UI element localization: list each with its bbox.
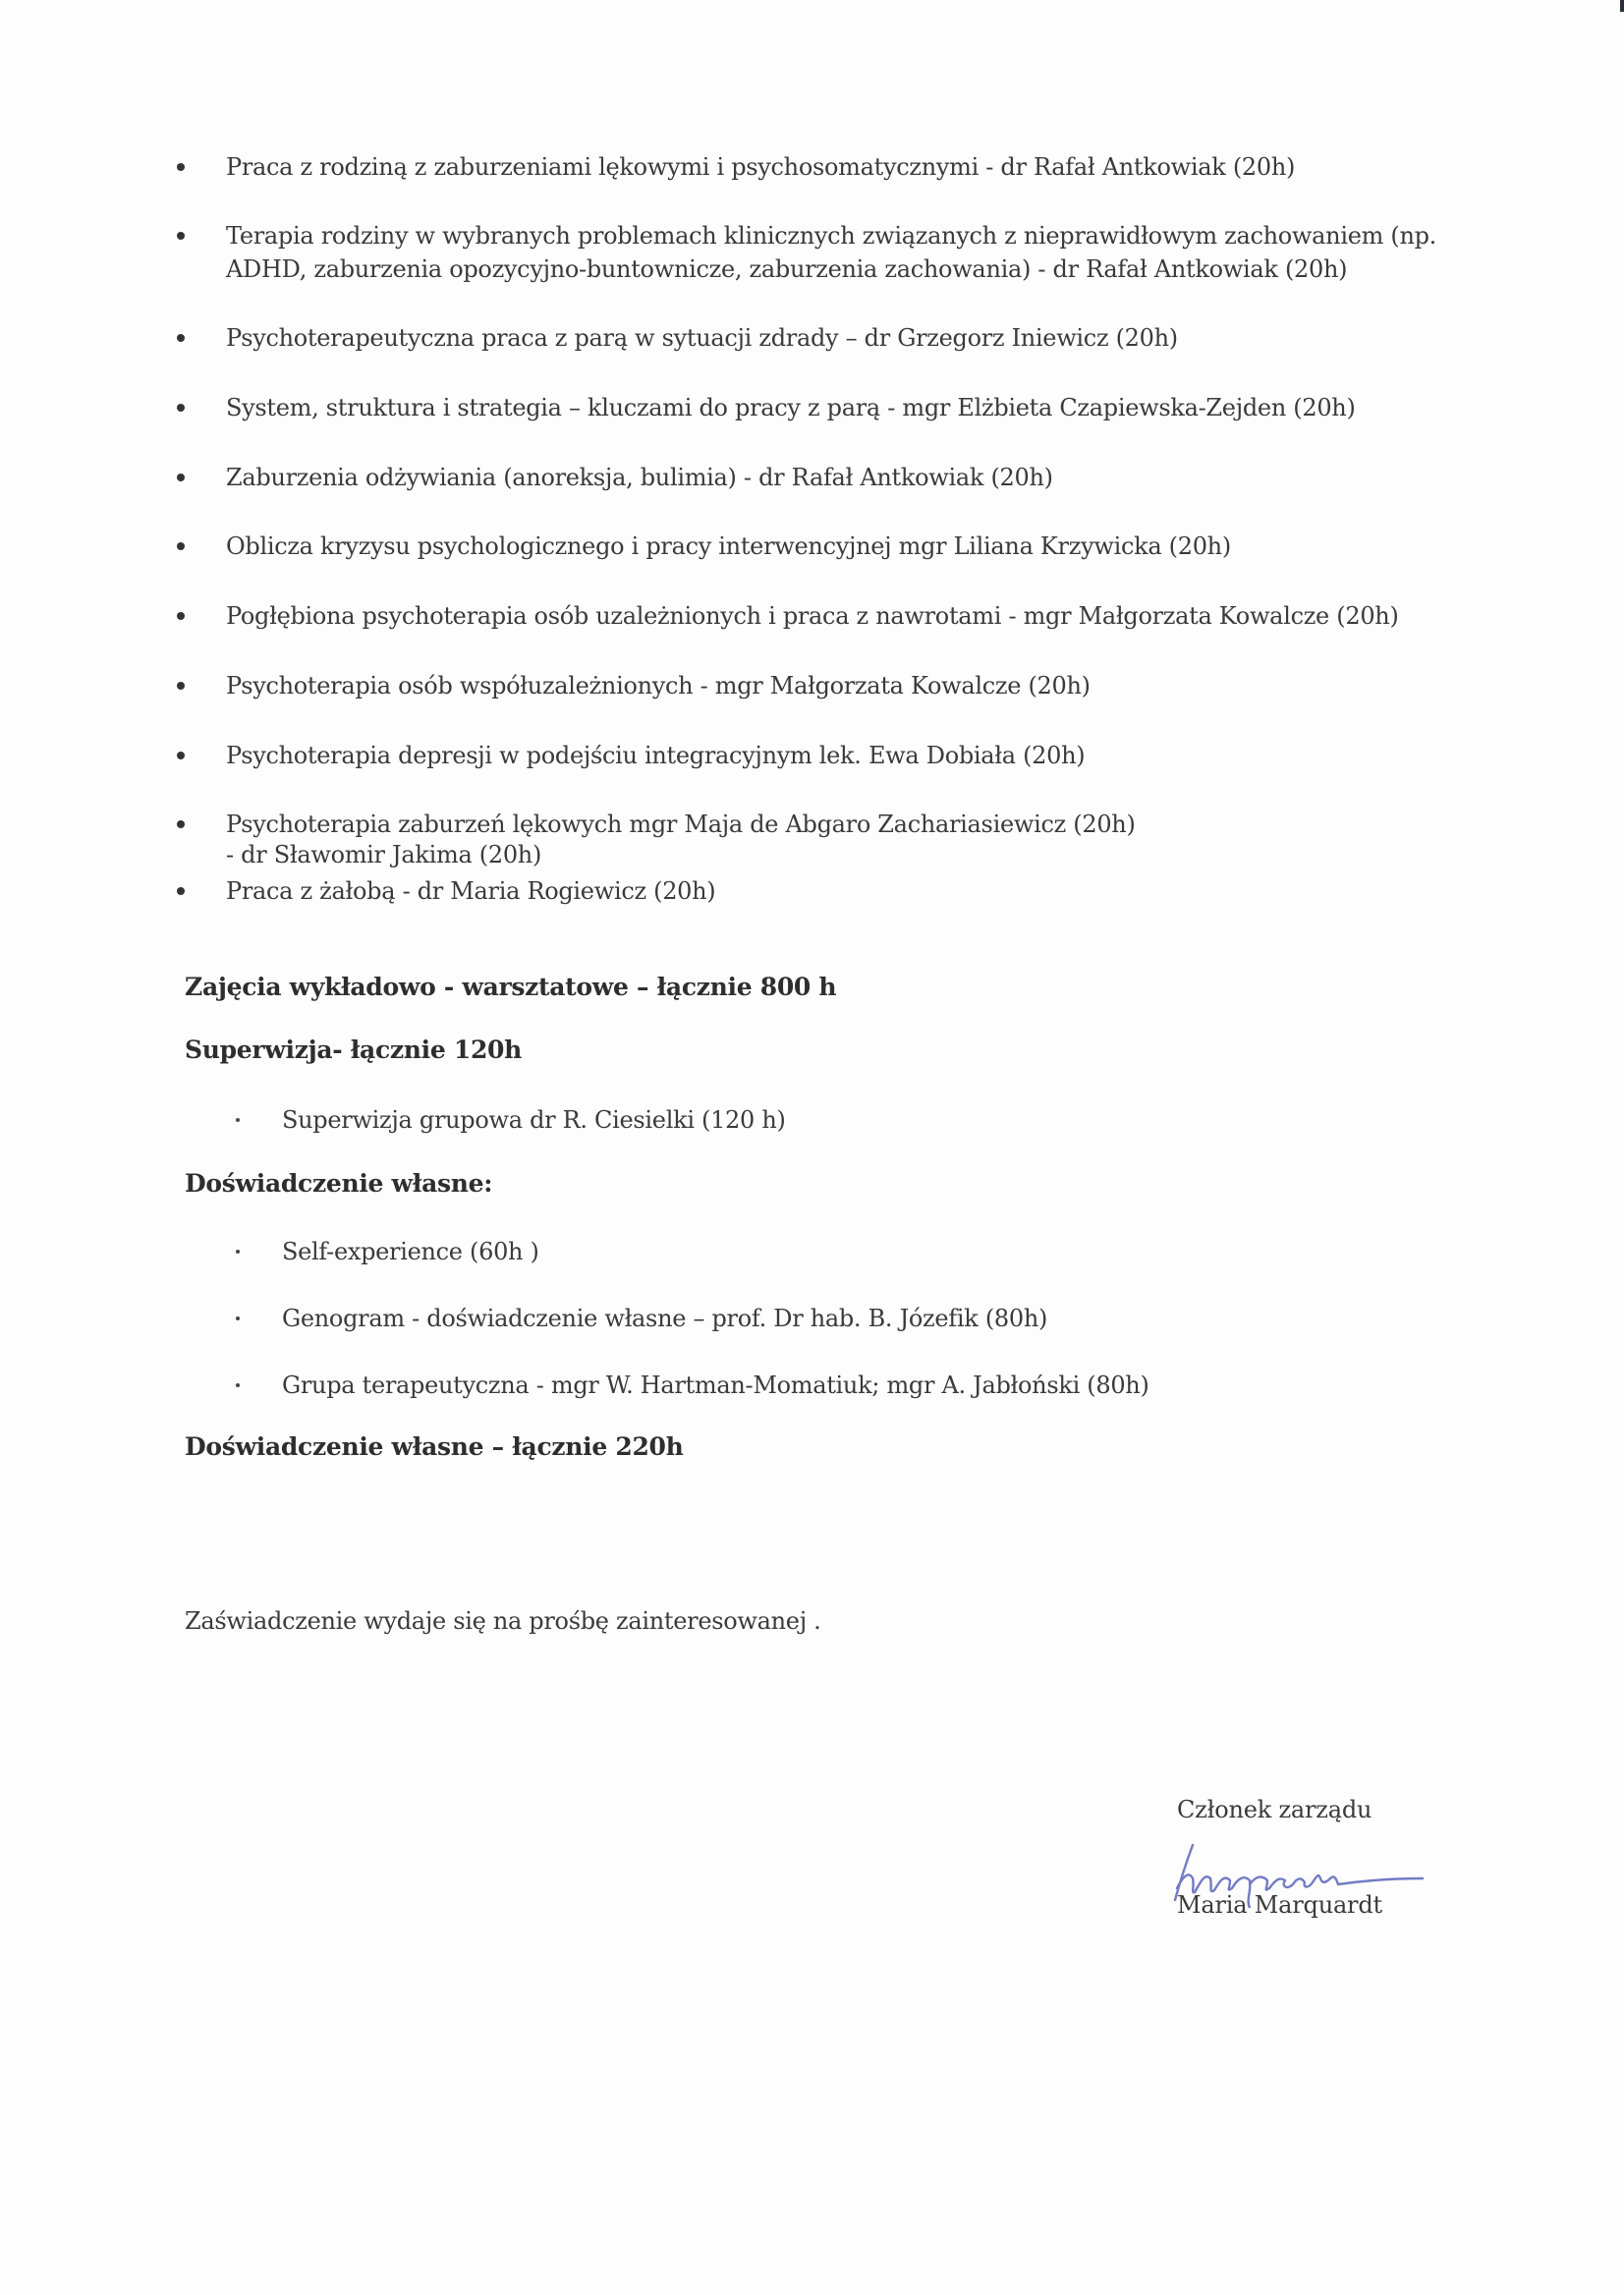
supervision-heading: Superwizja- łącznie 120h [185, 1036, 523, 1064]
course-item: Psychoterapia zaburzeń lękowych mgr Maja de Abgaro Zachariasiewicz (20h) [226, 811, 1136, 838]
signatory-role: Członek zarządu [1177, 1796, 1372, 1823]
course-item: Pogłębiona psychoterapia osób uzależnionych i praca z nawrotami - mgr Małgorzata Kowalcze (20h) [226, 602, 1399, 630]
bullet-icon [177, 404, 185, 412]
bullet-icon [177, 542, 185, 550]
bullet-icon [236, 1316, 240, 1320]
course-item: Praca z rodziną z zaburzeniami lękowymi i psychosomatycznymi - dr Rafał Antkowiak (20h) [226, 153, 1296, 181]
course-item: Terapia rodziny w wybranych problemach klinicznych związanych z nieprawidłowym zachowaniem (np. [226, 222, 1437, 250]
bullet-icon [177, 682, 185, 690]
self-experience-item: Genogram - doświadczenie własne – prof. Dr hab. B. Józefik (80h) [282, 1305, 1048, 1332]
bullet-icon [177, 612, 185, 620]
course-item: System, struktura i strategia – kluczami do pracy z parą - mgr Elżbieta Czapiewska-Zejden (20h) [226, 394, 1356, 421]
bullet-icon [236, 1250, 240, 1254]
course-item: Psychoterapia osób współuzależnionych - mgr Małgorzata Kowalcze (20h) [226, 672, 1091, 700]
signatory-name: Maria Marquardt [1177, 1891, 1382, 1919]
course-item: Psychoterapeutyczna praca z parą w sytuacji zdrady – dr Grzegorz Iniewicz (20h) [226, 324, 1178, 352]
bullet-icon [177, 163, 185, 171]
course-item: Zaburzenia odżywiania (anoreksja, bulimia) - dr Rafał Antkowiak (20h) [226, 464, 1053, 491]
course-item: Oblicza kryzysu psychologicznego i pracy interwencyjnej mgr Liliana Krzywicka (20h) [226, 532, 1231, 560]
lectures-total-heading: Zajęcia wykładowo - warsztatowe – łącznie 800 h [185, 973, 837, 1001]
closing-statement: Zaświadczenie wydaje się na prośbę zainteresowanej . [185, 1607, 821, 1635]
self-experience-item: Self-experience (60h ) [282, 1238, 539, 1265]
bullet-icon [177, 752, 185, 759]
course-item-continuation: ADHD, zaburzenia opozycyjno-buntownicze, zaburzenia zachowania) - dr Rafał Antkowiak (20h) [226, 255, 1348, 283]
bullet-icon [236, 1118, 240, 1122]
bullet-icon [177, 820, 185, 828]
bullet-icon [177, 334, 185, 342]
bullet-icon [177, 887, 185, 895]
bullet-icon [177, 232, 185, 240]
course-item-continuation: - dr Sławomir Jakima (20h) [226, 841, 542, 868]
bullet-icon [177, 474, 185, 481]
bullet-icon [236, 1383, 240, 1387]
self-experience-total-heading: Doświadczenie własne – łącznie 220h [185, 1432, 684, 1461]
supervision-item: Superwizja grupowa dr R. Ciesielki (120 h) [282, 1106, 786, 1134]
course-item: Praca z żałobą - dr Maria Rogiewicz (20h) [226, 877, 716, 905]
course-item: Psychoterapia depresji w podejściu integracyjnym lek. Ewa Dobiała (20h) [226, 742, 1086, 769]
self-experience-heading: Doświadczenie własne: [185, 1169, 493, 1198]
self-experience-item: Grupa terapeutyczna - mgr W. Hartman-Momatiuk; mgr A. Jabłoński (80h) [282, 1371, 1149, 1399]
scan-edge-mark [1620, 0, 1624, 12]
